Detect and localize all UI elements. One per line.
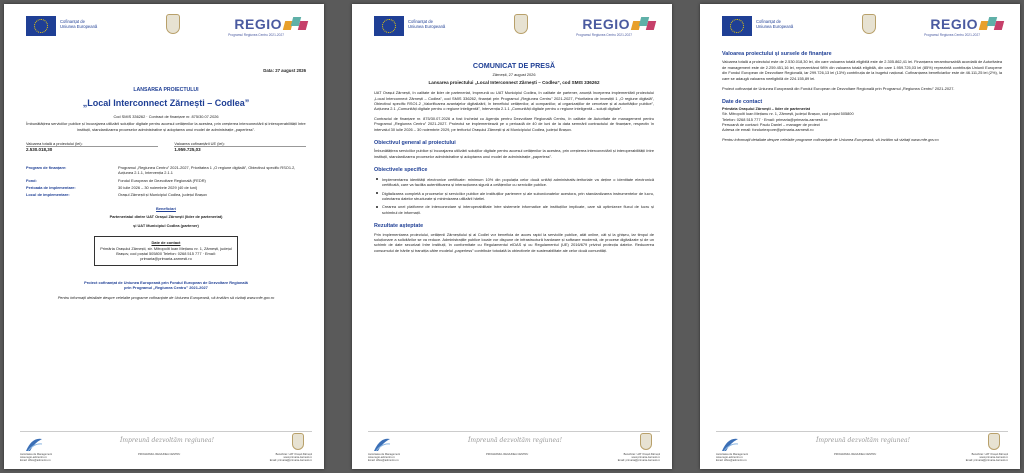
footer-beneficiary: Beneficiar: UAT Orașul Zărnești www.primaria-zarnesti.ro Email: primaria@primaria-zarnesti.ro <box>617 453 660 463</box>
romania-coat-of-arms-icon <box>862 14 876 34</box>
cofinance-line-2: prin Programul „Regiunea Centru” 2021-2027 <box>124 285 208 291</box>
regio-mark-icon <box>980 17 1004 33</box>
footer-beneficiary: Beneficiar: UAT Orașul Zărnești www.primaria-zarnesti.ro Email: primaria@primaria-zarnesti.ro <box>965 453 1008 463</box>
contact-phone: Telefon: 0268 515 777 · Email: primaria@primaria-zarnesti.ro <box>722 116 828 122</box>
adr-logo-icon <box>24 435 44 453</box>
page-body <box>374 48 654 255</box>
paragraph: Contractul de finanțare nr. 875/30.07.2026 a fost încheiat cu Agenția pentru Dezvoltare Regională Centru, în calitate de Autoritate de management pentru Programul „Regiunea Centru” 2021-2027. Proiectul se implementează pe o perioadă de 40 de luni de la data semnării contractului de finanțare, respectiv în intervalul 30 iulie 2026 – 30 noiembrie 2029, pe teritoriul Orașului Zărnești și al Municipiului Codlea, județul Brașov. <box>374 115 654 132</box>
romania-coat-of-arms-icon <box>514 14 528 34</box>
beneficiaries-title: Beneficiari <box>156 205 176 211</box>
eu-cofinance-label: Cofinanțat de Uniunea Europeană <box>60 19 98 29</box>
eu-cofinance-label: Cofinanțat de Uniunea Europeană <box>756 19 794 29</box>
eu-flag-icon <box>26 16 56 36</box>
cofinance-value: 1.959.725,03 <box>174 147 201 153</box>
regio-mark-icon <box>632 17 656 33</box>
section-title-contact: Date de contact <box>722 99 763 106</box>
page-footer <box>20 431 312 463</box>
disclaimer: Pentru informații detaliate despre celelalte programe cofinanțate de Uniunea Europeană, vă invităm să vizitați www.mfe.gov.ro <box>722 136 939 142</box>
list-item: Implementarea identității electronice certificate: minimum 10% din populația celor două unități administrativ-teritoriale va deține o identitate electronică certificată, care va facilita autentificarea și interacțiunea sigură a cetățenilor cu serviciile publice. <box>382 176 654 188</box>
project-codes: Cod SMIS 336262 · Contract de finanțare nr. 875/30.07.2026 <box>113 113 219 119</box>
contact-title: Date de contact <box>151 240 181 246</box>
general-objective-text: Îmbunătățirea serviciilor publice și încurajarea utilizării soluțiilor digitale pentru accesul cetățenilor la acestea, prin creșterea interconectării și interoperabilității între instituții, standardizarea proceselor administrative și adoptarea unui model de administrație „paperless”. <box>374 148 654 159</box>
disclaimer: Pentru informații detaliate despre celelalte programe cofinanțate de Uniunea Europeană, vă invităm să vizitați www.mfe.gov.ro <box>57 294 275 300</box>
footer-slogan: Împreună dezvoltăm regiunea! <box>120 437 215 444</box>
page-footer <box>716 431 1008 463</box>
project-summary: Îmbunătățirea serviciilor publice și încurajarea utilizării soluțiilor digitale pentru accesul cetățenilor la acestea, prin creșterea interconectării și interoperabilității între instituții, standardizarea proceselor administrative și adoptarea unui model de administrație „paperless”. <box>26 121 306 132</box>
project-title: „Local Interconnect Zărnești – Codlea” <box>82 97 250 108</box>
document-page-1 <box>4 4 324 469</box>
eu-flag-icon <box>374 16 404 36</box>
contact-org: Primăria Orașului Zărnești – lider de parteneriat <box>722 105 811 111</box>
footer-slogan: Împreună dezvoltăm regiunea! <box>468 437 563 444</box>
contact-address: Str. Mitropolit Ioan Mețianu nr. 1, Zărnești, județul Brașov, cod poștal 505800 <box>722 111 854 117</box>
page-header <box>374 12 658 40</box>
press-subtitle: Lansarea proiectului „Local Interconnect Zărnești – Codlea”, cod SMIS 336262 <box>428 79 600 85</box>
zarnesti-crest-icon <box>292 433 304 450</box>
page-header <box>26 12 310 40</box>
value-text: Valoarea totală a proiectului este de 2.530.018,30 lei, din care valoarea totală eligibilă este de 2.305.862,41 lei. Finanțarea nerambursabilă acordată de Autoritatea de management este de 2.259.451,16 lei, reprezentând 98% din valoarea totală eligibilă, din care 1.959.725,03 lei (85%) reprezintă contribuția Uniunii Europene din Fondul European de Dezvoltare Regională, iar 299.726,13 lei (13%) contribuția de la bugetul național. Cofinanțarea beneficiarilor este de 46.111,25 lei (2%), la care se adaugă valoarea neeligibilă de 224.155,89 lei. <box>722 59 1002 81</box>
regio-tagline: Programul Regiunea Centru 2021-2027 <box>924 33 980 37</box>
regio-logo: REGIO <box>234 16 282 32</box>
document-page-2 <box>352 4 672 469</box>
adr-logo-icon <box>720 435 740 453</box>
regio-logo: REGIO <box>930 16 978 32</box>
footer-program: PROGRAMUL REGIUNEA CENTRU <box>138 453 181 456</box>
footer-slogan: Împreună dezvoltăm regiunea! <box>816 437 911 444</box>
document-date: Data: 27 august 2026 <box>263 68 306 73</box>
page-body <box>722 48 1002 142</box>
paragraph: UAT Orașul Zărnești, în calitate de lider de parteneriat, împreună cu UAT Municipiul Codlea, în calitate de partener, anunță începerea implementării proiectului „Local Interconnect Zărnești – Codlea”, cod SMIS 336262, finanțat prin Programul „Regiunea Centru” 2021-2027, Prioritatea de investiții 1 „O regiune digitală”, Obiectivul specific RSO1.2 „Valorificarea avantajelor digitalizării, în beneficiul cetățenilor, al companiilor, al organizațiilor de cercetare și al autorităților publice”, Acțiunea 2.1 „Comunități digitale pentru o regiune inteligentă”, Intervenția 2.1.1 „Comunități digitale pentru o regiune inteligentă – soluții digitale”. <box>374 90 654 112</box>
regio-tagline: Programul Regiunea Centru 2021-2027 <box>576 33 632 37</box>
footer-management: Autoritatea de Management www.regio-adrcentru.ro Email: office@adrcentru.ro <box>368 453 401 463</box>
contact-box <box>94 236 238 266</box>
eu-flag-icon <box>722 16 752 36</box>
list-item: Digitalizarea completă a proceselor și serviciilor publice ale instituțiilor partenere și ale subordonatelor acestora, prin standardizarea instrumentelor de lucru, colectarea datelor structurate și minimizarea utilizării hârtiei. <box>382 190 654 201</box>
adr-logo-icon <box>372 435 392 453</box>
footer-management: Autoritatea de Management www.regio-adrcentru.ro Email: office@adrcentru.ro <box>20 453 53 463</box>
regio-mark-icon <box>284 17 308 33</box>
beneficiaries-line-1: Parteneriatul dintre UAT Orașul Zărnești (lider de parteneriat) <box>109 214 223 220</box>
contact-person: Persoană de contact: Paulu Daniel – manager de proiect <box>722 122 820 128</box>
cofinance-text: Proiect cofinanțat de Uniunea Europeană din Fondul European de Dezvoltare Regională prin Programul „Regiunea Centru” 2021-2027. <box>722 86 955 92</box>
list-item: Crearea unei platforme de interconectare și interoperabilitate între sistemele informatice ale instituțiilor implicate, care să optimizeze fluxul de lucru și schimbul de informații. <box>382 204 654 215</box>
section-title-general: Obiectivul general al proiectului <box>374 140 456 147</box>
footer-program: PROGRAMUL REGIUNEA CENTRU <box>486 453 529 456</box>
project-info-table <box>26 165 306 198</box>
press-release-heading: COMUNICAT DE PRESĂ <box>472 61 556 70</box>
page-header <box>722 12 1006 40</box>
document-page-3 <box>700 4 1020 469</box>
page-footer <box>368 431 660 463</box>
info-row: Locul de implementare: Orașul Zărnești și Municipiul Codlea, județul Brașov <box>26 192 208 198</box>
contact-email: Adresa de email: fonduriexpore@primaria-zarnesti.ro <box>722 127 814 133</box>
romania-coat-of-arms-icon <box>166 14 180 34</box>
total-value: 2.530.018,30 <box>26 147 53 153</box>
info-row: Perioada de implementare: 30 iulie 2026 – 30 noiembrie 2029 (40 de luni) <box>26 185 198 191</box>
zarnesti-crest-icon <box>988 433 1000 450</box>
section-title-specific: Obiectivele specifice <box>374 167 428 174</box>
regio-logo: REGIO <box>582 16 630 32</box>
cofinance-value-label: Valoarea cofinanțării UE (lei): <box>174 141 306 147</box>
footer-management: Autoritatea de Management www.regio-adrcentru.ro Email: office@adrcentru.ro <box>716 453 749 463</box>
zarnesti-crest-icon <box>640 433 652 450</box>
cofinance-line-1: Proiect cofinanțat de Uniunea Europeană prin Fondul European de Dezvoltare Regională <box>84 279 248 285</box>
section-title-value: Valoarea proiectului și sursele de finanțare <box>722 51 832 57</box>
info-row: Program de finanțare: Programul „Regiunea Centru” 2021-2027, Prioritatea 1 „O regiune digitală”, Obiectivul specific RSO1.2, Acțiunea 2.1.1, Intervenția 2.1.1 <box>26 164 296 176</box>
launch-label: LANSAREA PROIECTULUI <box>133 87 199 94</box>
page-body <box>26 48 306 300</box>
beneficiaries-line-2: și UAT Municipiul Codlea (partener) <box>133 222 199 228</box>
place-date: Zărnești, 27 august 2026 <box>492 72 536 78</box>
eu-cofinance-label: Cofinanțat de Uniunea Europeană <box>408 19 446 29</box>
contact-body: Primăria Orașului Zărnești, str. Mitropolit Ioan Mețianu nr. 1, Zărnești, județul Brașov, cod poștal 505800 Telefon: 0268 515 777 · Email: primaria@primaria-zarnesti.ro <box>100 245 232 262</box>
footer-beneficiary: Beneficiar: UAT Orașul Zărnești www.primaria-zarnesti.ro Email: primaria@primaria-zarnesti.ro <box>269 453 312 463</box>
results-text: Prin implementarea proiectului, cetățenii Zărneștiului și ai Codlei vor beneficia de acces rapid la serviciile publice, atât online, cât și la ghișeu, iar timpul de soluționare a solicitărilor se va reduce. Administrațiile publice locale vor dispune de infrastructură hardware și software modernă, de procese digitalizate și de un schimb de date securizat între instituții, în conformitate cu Regulamentul eIDAS și cu Regulamentul (UE) 2016/679 privind protecția datelor. Reducerea consumului de hârtie și tranziția către modelul „paperless” contribuie totodată la obiectivele de sustenabilitate ale celor două comunități. <box>374 231 654 253</box>
project-values <box>26 141 306 153</box>
footer-program: PROGRAMUL REGIUNEA CENTRU <box>834 453 877 456</box>
info-row: Fond: Fondul European de Dezvoltare Regională (FEDR) <box>26 177 206 183</box>
section-title-results: Rezultate așteptate <box>374 223 424 230</box>
regio-tagline: Programul Regiunea Centru 2021-2027 <box>228 33 284 37</box>
total-value-label: Valoarea totală a proiectului (lei): <box>26 141 158 147</box>
